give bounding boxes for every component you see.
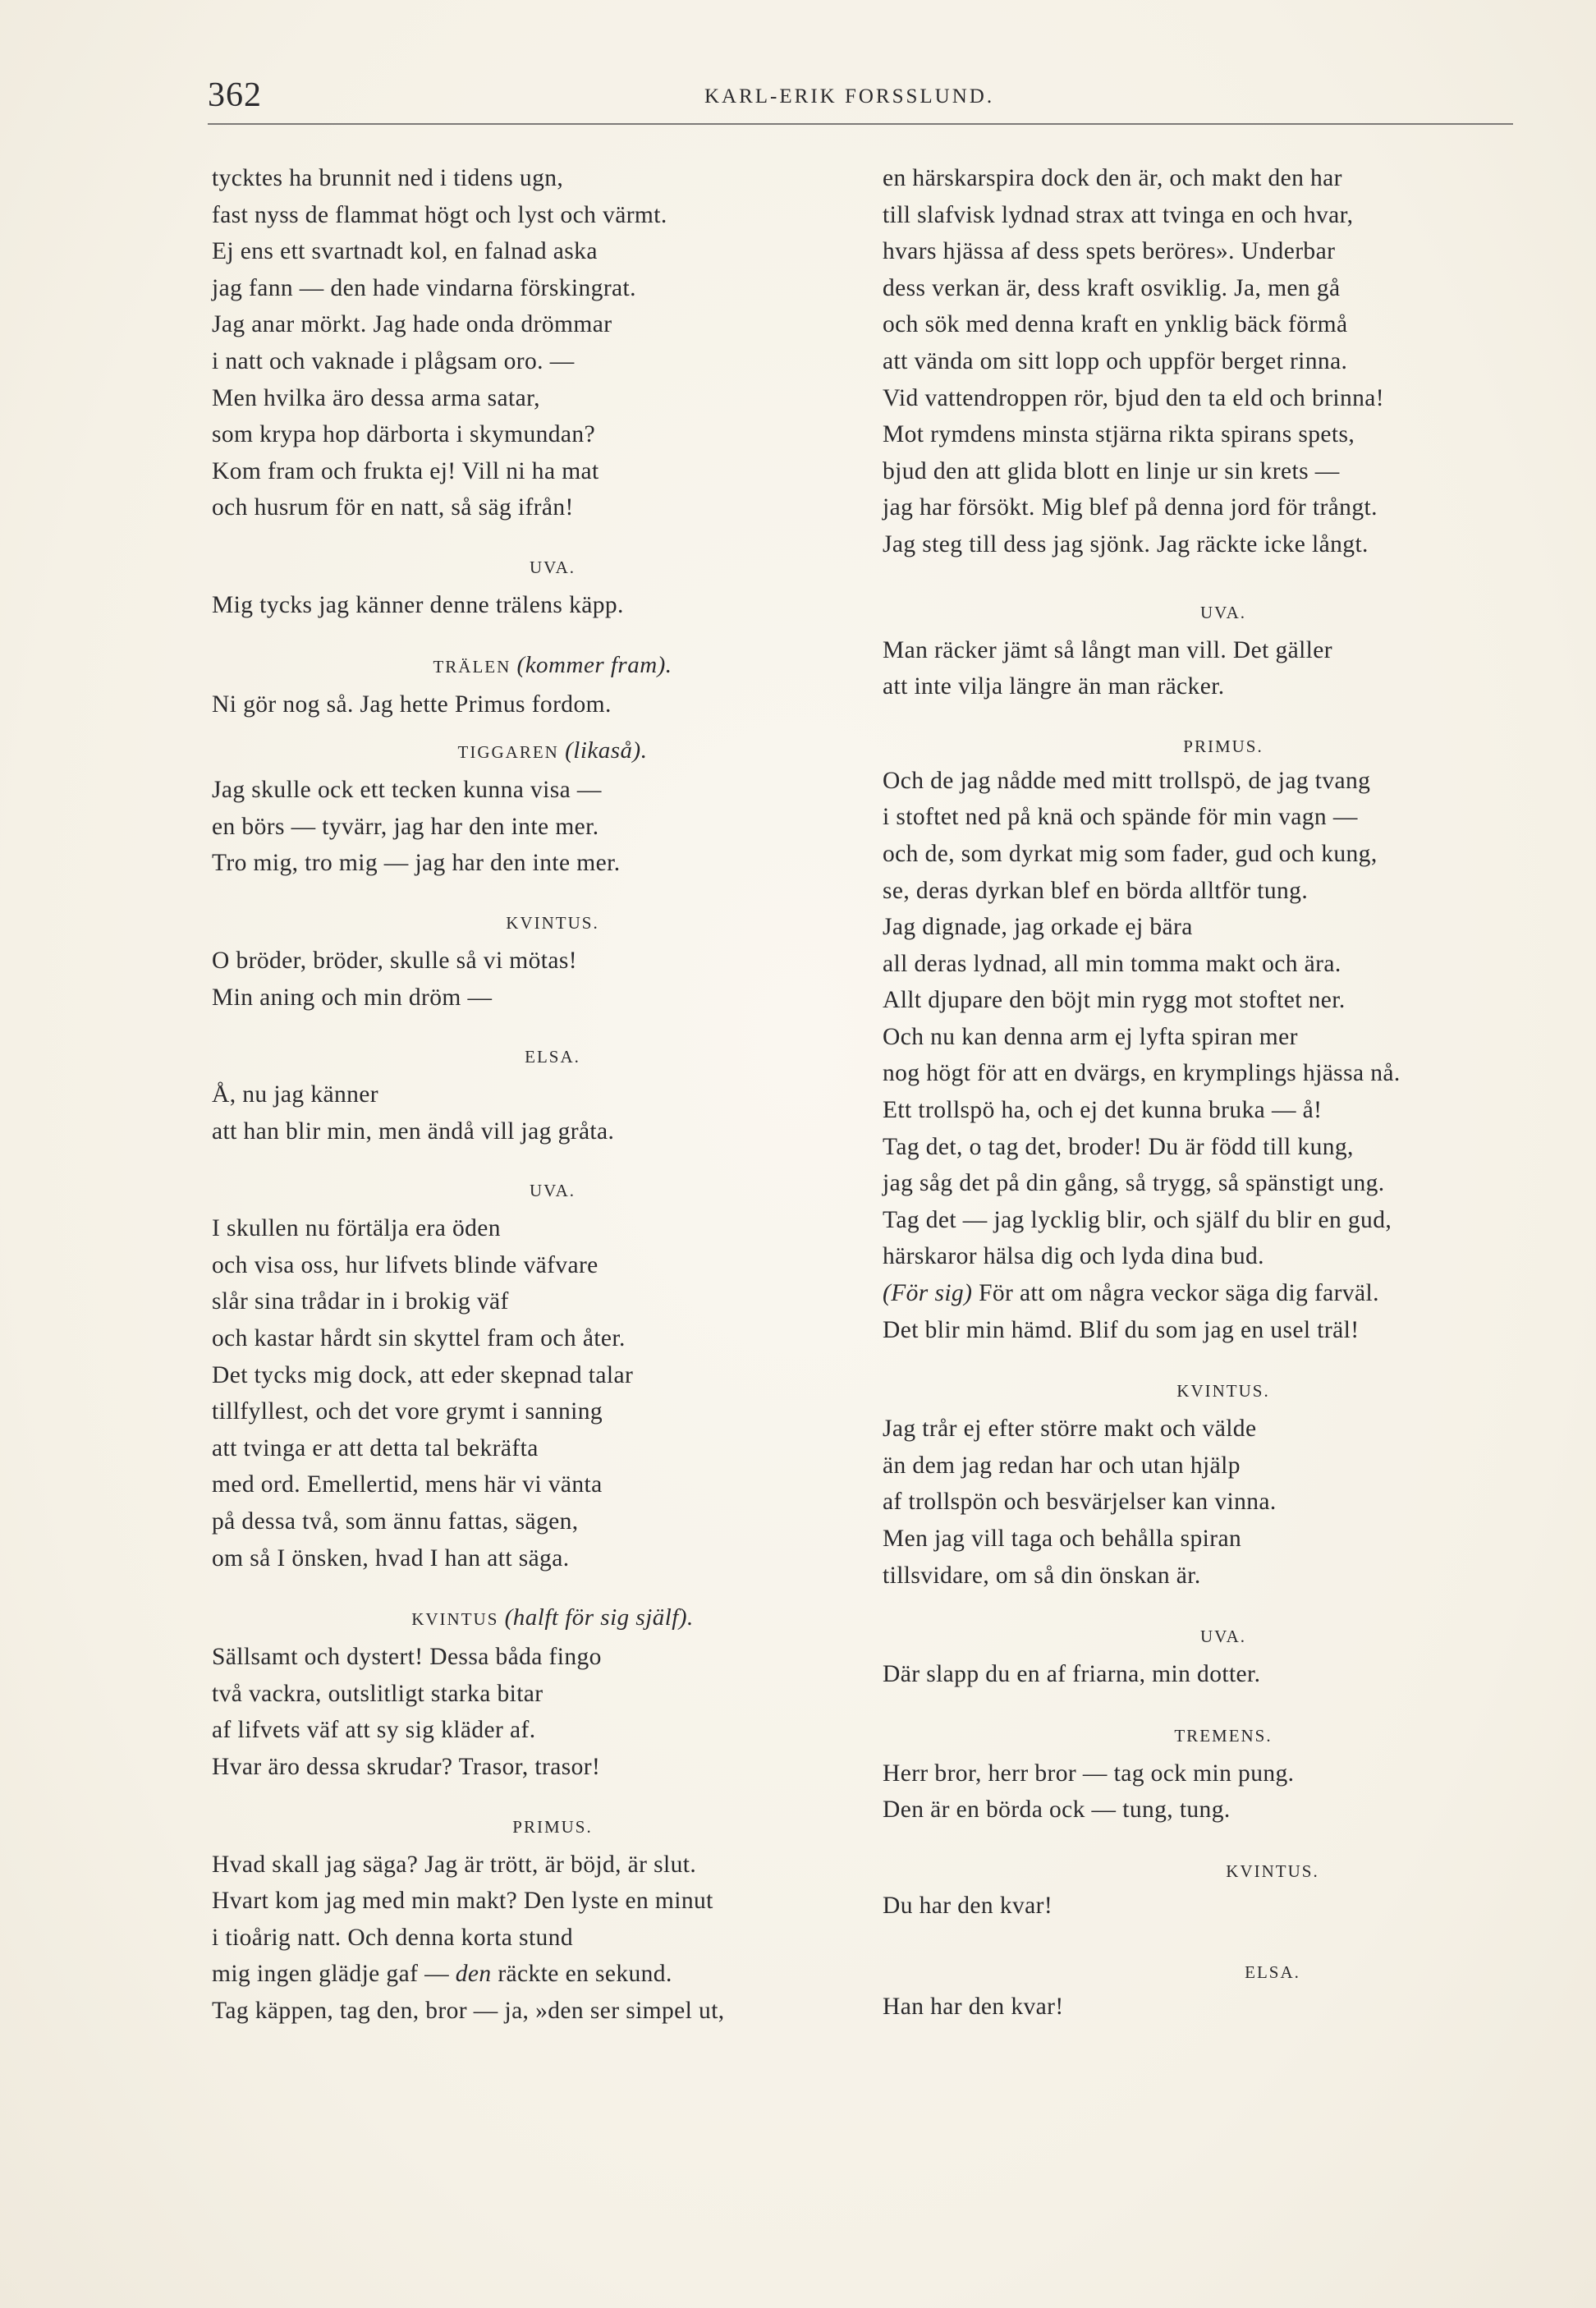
verse-line: och visa oss, hur lifvets blinde väfvare [212,1251,598,1278]
verse-block [883,1656,1564,1693]
verse-line: Ni gör nog så. Jag hette Primus fordom. [212,691,612,718]
right-column [883,160,1564,2025]
speaker-name [212,649,893,683]
speaker-name [212,1601,893,1636]
verse-line: jag har försökt. Mig blef på denna jord för trångt. [883,494,1378,521]
verse-line: Och de jag nådde med mitt trollspö, de jag tvang [883,767,1371,794]
verse-line: Hvart kom jag med min makt? Den lyste en minut [212,1888,713,1915]
verse-block [212,686,893,723]
verse-line: I skullen nu förtälja era öden [212,1215,501,1242]
stage-direction: (likaså). [565,737,648,764]
verse-block [212,1076,893,1149]
verse-line: Han har den kvar! [883,1993,1064,2020]
verse-line: nog högt för att en dvärgs, en krymplings hjässa nå. [883,1060,1401,1087]
verse-line: i tioårig natt. Och denna korta stund [212,1924,573,1951]
verse-line: af trollspön och besvärjelser kan vinna. [883,1489,1277,1516]
verse-block [212,1639,893,1785]
verse-line: med ord. Emellertid, mens här vi vänta [212,1471,603,1498]
verse-line: Allt djupare den böjt min rygg mot stoftet ner. [883,987,1346,1014]
verse-line: Hvar äro dessa skrudar? Trasor, trasor! [212,1754,601,1780]
verse-line: Den är en börda ock — tung, tung. [883,1796,1231,1824]
verse-line: och sök med denna kraft en ynklig bäck förmå [883,311,1348,338]
verse-line: Det tycks mig dock, att eder skepnad talar [212,1361,634,1388]
verse-line: och kastar hårdt sin skyttel fram och åter. [212,1325,626,1352]
verse-line: Ej ens ett svartnadt kol, en falnad aska [212,238,598,265]
verse-block [212,587,893,624]
verse-line: Tag det, o tag det, broder! Du är född till kung, [883,1133,1354,1160]
verse-line: bjud den att glida blott en linje ur sin krets — [883,457,1340,484]
verse-line: tillsvidare, om så din önskan är. [883,1562,1201,1589]
speaker-name: TREMENS. [1174,1725,1273,1746]
verse-line: och de, som dyrkat mig som fader, gud och kung, [883,840,1378,867]
verse-line: att han blir min, men ändå vill jag gråta. [212,1117,615,1145]
speaker-name: KVINTUS. [1176,1381,1270,1402]
page-number: 362 [208,76,262,114]
verse-line [883,1275,1564,1312]
verse-line: i natt och vaknade i plågsam oro. — [212,347,575,374]
verse-line: Du har den kvar! [883,1892,1053,1919]
speaker-name: ELSA. [525,1047,580,1067]
verse-line: Å, nu jag känner [212,1081,379,1108]
verse-line: Men hvilka äro dessa arma satar, [212,384,540,411]
verse-block [883,160,1564,563]
verse-block [883,632,1564,705]
verse-line: att inte vilja längre än man räcker. [883,673,1225,700]
stage-direction: (För sig) [883,1280,973,1307]
speaker-label: TRÄLEN [433,656,511,677]
verse-line: i stoftet ned på knä och spände för min vagn — [883,804,1358,831]
verse-line: om så I önsken, hvad I han att säga. [212,1544,570,1572]
verse-line: härskaror hälsa dig och lyda dina bud. [883,1243,1264,1270]
verse-line: all deras lydnad, all min tomma makt och ära. [883,950,1341,977]
speaker-name: KVINTUS. [506,912,599,933]
speaker-name: ELSA. [1245,1962,1300,1982]
verse-line: en härskarspira dock den är, och makt den har [883,165,1342,191]
speaker-name: UVA. [1199,602,1247,622]
verse-block [883,1755,1564,1829]
verse-line: Sällsamt och dystert! Dessa båda fingo [212,1644,602,1671]
verse-line: Mig tycks jag känner denne trälens käpp. [212,591,624,618]
verse-line: som krypa hop därborta i skymundan? [212,421,596,448]
verse-fragment: mig ingen glädje gaf — [212,1961,456,1988]
verse-line: och husrum för en natt, så säg ifrån! [212,494,574,521]
verse-line: två vackra, outslitligt starka bitar [212,1680,543,1707]
verse-block [212,160,893,526]
verse-block [883,1411,1564,1594]
speaker-name: PRIMUS. [1183,736,1264,756]
verse-line: Man räcker jämt så långt man vill. Det gäller [883,636,1332,663]
header-rule [208,123,1513,125]
verse-line: Tro mig, tro mig — jag har den inte mer. [212,850,621,877]
verse-line: Jag skulle ock ett tecken kunna visa — [212,777,602,804]
speaker-label: TIGGAREN [457,742,559,763]
verse-line: till slafvisk lydnad strax att tvinga en och hvar, [883,201,1354,228]
page-header [208,76,1513,125]
verse-line: Tag käppen, tag den, bror — ja, »den ser simpel ut, [212,1997,725,2024]
verse-line: Där slapp du en af friarna, min dotter. [883,1661,1261,1688]
speaker-name: UVA. [529,557,576,577]
verse-line: tycktes ha brunnit ned i tidens ugn, [212,165,564,191]
verse-line: Min aning och min dröm — [212,984,493,1011]
speaker-name [212,734,893,769]
verse-line: på dessa två, som ännu fattas, sägen, [212,1508,579,1535]
verse-line: Ett trollspö ha, och ej det kunna bruka — å! [883,1097,1323,1124]
left-column [212,160,893,2030]
verse-block [883,1989,1564,2026]
verse-line [212,1956,893,1993]
verse-fragment: För att om några veckor säga dig farväl. [972,1280,1379,1307]
verse-line: fast nyss de flammat högt och lyst och värmt. [212,201,667,228]
verse-block [883,763,1564,1349]
verse-line: se, deras dyrkan blef en börda alltför tung. [883,877,1309,904]
verse-line: jag fann — den hade vindarna förskingrat. [212,274,636,301]
verse-line: Tag det — jag lycklig blir, och själf du blir en gud, [883,1206,1392,1233]
verse-block [212,1210,893,1576]
verse-block [212,772,893,882]
speaker-name: KVINTUS. [1226,1861,1319,1881]
verse-block [883,1888,1564,1925]
verse-line: Herr bror, herr bror — tag ock min pung. [883,1760,1295,1787]
verse-line: att vända om sitt lopp och uppför berget rinna. [883,347,1348,374]
verse-line: Mot rymdens minsta stjärna rikta spirans spets, [883,421,1355,448]
verse-line: slår sina trådar in i brokig väf [212,1288,509,1315]
verse-line: Det blir min hämd. Blif du som jag en usel träl! [883,1316,1360,1343]
verse-line: dess verkan är, dess kraft osviklig. Ja, men gå [883,274,1341,301]
verse-line: Men jag vill taga och behålla spiran [883,1526,1242,1552]
verse-line: att tvinga er att detta tal bekräfta [212,1434,539,1461]
verse-line: tillfyllest, och det vore grymt i sanning [212,1398,603,1425]
speaker-label: KVINTUS [411,1609,499,1630]
stage-direction: (halft för sig själf). [504,1604,694,1631]
verse-line: Hvad skall jag säga? Jag är trött, är böjd, är slut. [212,1851,697,1878]
emphasized-word: den [455,1961,492,1988]
verse-line: hvars hjässa af dess spets beröres». Underbar [883,238,1336,265]
verse-line: Jag trår ej efter större makt och välde [883,1416,1257,1443]
verse-block [212,943,893,1016]
verse-line: Jag dignade, jag orkade ej bära [883,914,1193,941]
speaker-name: UVA. [1199,1627,1247,1647]
running-title: KARL-ERIK FORSSLUND. [704,85,995,108]
verse-line: jag såg det på din gång, så trygg, så spänstigt ung. [883,1170,1385,1197]
verse-line: Jag steg till dess jag sjönk. Jag räckte icke långt. [883,530,1369,557]
speaker-name: UVA. [529,1181,576,1201]
stage-direction: (kommer fram). [516,651,672,678]
verse-line: Jag anar mörkt. Jag hade onda drömmar [212,311,612,338]
verse-block [212,1847,893,2030]
verse-line: af lifvets väf att sy sig kläder af. [212,1717,536,1744]
verse-line: en börs — tyvärr, jag har den inte mer. [212,813,599,840]
verse-line: O bröder, bröder, skulle så vi mötas! [212,947,577,974]
verse-line: än dem jag redan har och utan hjälp [883,1452,1241,1479]
verse-line: Vid vattendroppen rör, bjud den ta eld och brinna! [883,384,1384,411]
verse-line: Kom fram och frukta ej! Vill ni ha mat [212,457,599,484]
verse-fragment: räckte en sekund. [491,1961,672,1988]
speaker-name: PRIMUS. [512,1816,593,1837]
verse-line: Och nu kan denna arm ej lyfta spiran mer [883,1023,1298,1050]
